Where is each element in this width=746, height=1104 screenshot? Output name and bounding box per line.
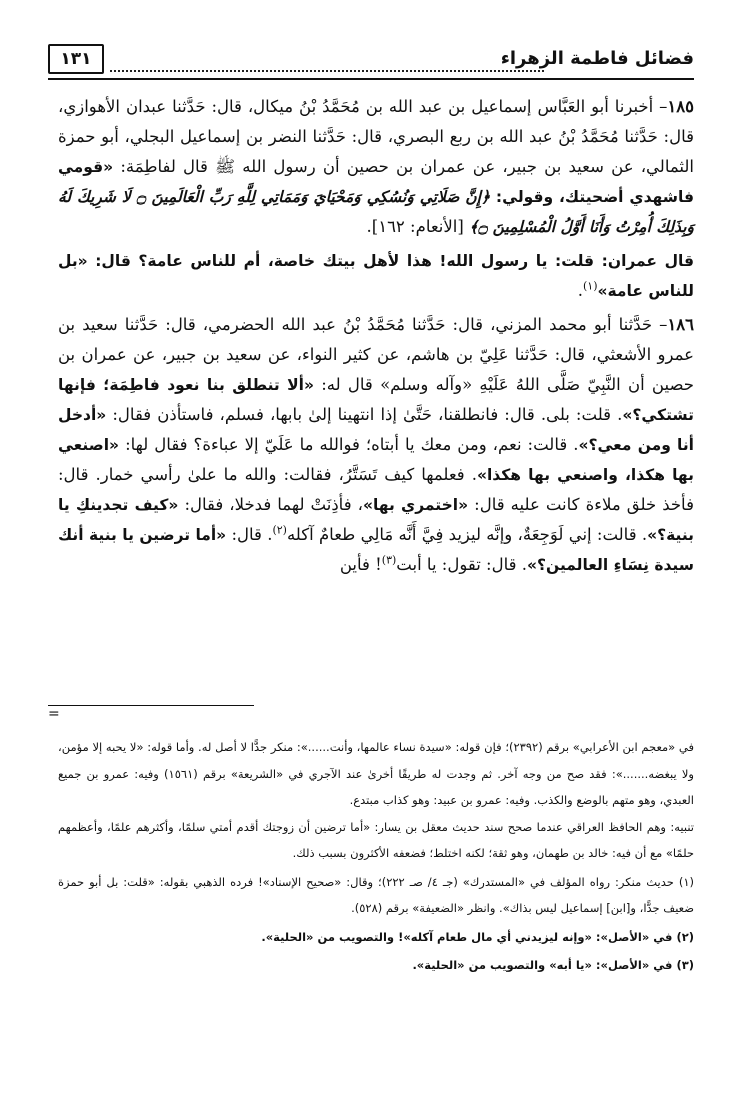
footnote-note-tanbih: تنبيه: وهم الحافظ العراقي عندما صحح سند حديث معقل بن يسار: «أما ترضين أن زوجتك أقدم أمتي سلمًا، وأكثرهم علمًا، وأعظمهم حلمًا» مع أن فيه: خالد بن طهمان، وهو ثقة؛ لكنه اختلط؛ فضعفه الأكثرون بسبب ذلك. bbox=[58, 819, 694, 860]
footnotes bbox=[58, 734, 694, 979]
footnote-3: (٣) في «الأصل»: «يا أبه» والتصويب من «الحلية». bbox=[412, 958, 694, 972]
footnote-separator bbox=[48, 705, 254, 706]
prophet-quote: «أدخل أنا ومن معي؟» bbox=[58, 406, 694, 454]
quran-citation: [الأنعام: ١٦٢]. bbox=[366, 217, 470, 236]
footnote-1: (١) حديث منكر: رواه المؤلف في «المستدرك» (جـ ٤/ صـ ٢٢٢)؛ وقال: «صحيح الإسناد»! فرده الذهبي بقوله: «قلت: بل أبو حمزة ضعيف جدًّا، و[ابن] إسماعيل ليس بذاك». وانظر «الضعيفة» برقم (٥٢٨). bbox=[58, 874, 694, 915]
hadith-number: ١٨٥ bbox=[667, 97, 694, 116]
footnote-ref-2[interactable]: (٢) bbox=[272, 523, 287, 537]
hadith-text: ! فأين bbox=[339, 555, 382, 574]
prophet-quote: «أما ترضين يا بنية أنك سيدة نِسَاءِ العالمين؟» bbox=[58, 526, 694, 574]
page-number-box: ١٣١ bbox=[48, 44, 104, 74]
hadith-text: . قلت: بلى. قال: فانطلقنا، حَتَّىٰ إذا انتهينا إلىٰ بابها، فسلم، فاستأذن فقال: bbox=[106, 405, 623, 424]
speaker-label: قال عمران: bbox=[601, 252, 694, 270]
prophet-quote: «كيف تجدينكِ يا بنية؟» bbox=[58, 496, 694, 544]
hadith-text: . قالت: إني لَوَجِعَةٌ، وإنَّه ليزيد فِيَّ أَنَّه مَالِي طعامٌ آكله bbox=[286, 525, 648, 544]
footnote-continuation-mark: = bbox=[48, 706, 60, 722]
hadith-186 bbox=[58, 310, 694, 580]
running-title: فضائل فاطمة الزهراء bbox=[500, 48, 694, 69]
hadith-text: ، فأذِنَتْ لهما فدخلا، فقال: bbox=[178, 495, 363, 514]
page-header bbox=[48, 44, 694, 84]
hadith-185 bbox=[58, 92, 694, 242]
hadith-text: – حَدَّثنا أبو محمد المزني، قال: حَدَّثنا مُحَمَّدُ بْنُ عبد الله الحضرمي، قال: حَدَّثنا سعيد بن عمرو الأشعثي، قال: حَدَّثنا عَلِيّ بن هاشم، عن كثير النواء، عن سعيد بن جبير، عن عمران بن حصين أن النَّبِيّ صَلَّى اللهُ عَلَيْهِ «وآله وسلم» قال له: bbox=[58, 315, 694, 394]
quran-verse: ﴿إِنَّ صَلَاتِي وَنُسُكِي وَمَحْيَايَ وَمَمَاتِي لِلَّهِ رَبِّ الْعَالَمِينَ ۝ لَا شَرِيكَ لَهُ وَبِذَلِكَ أُمِرْتُ وَأَنَا أَوَّلُ الْمُسْلِمِينَ ۝﴾ bbox=[58, 187, 694, 236]
main-text bbox=[58, 92, 694, 580]
prophet-quote: «اختمري بها» bbox=[362, 496, 469, 514]
prophet-quote: «ألا تنطلق بنا نعود فاطِمَة؛ فإنها تشتكي؟» bbox=[58, 376, 694, 424]
hadith-text: – أخبرنا أبو العَبَّاس إسماعيل بن عبد الله بن مُحَمَّدُ بْنُ ميكال، قال: حَدَّثنا عبدان الأهوازي، قال: حَدَّثنا مُحَمَّدُ بْنُ عبد الله بن ربع البصري، قال: حَدَّثنا النضر بن إسماعيل البجلي، أبو حمزة الثمالي، عن سعيد بن جبير، عن عمران بن حصين أن رسول الله ﷺ قال لفاطِمَة: bbox=[58, 97, 694, 176]
header-rule bbox=[48, 78, 694, 80]
hadith-number: ١٨٦ bbox=[667, 315, 694, 334]
hadith-text: . قال: تقول: يا أبت bbox=[396, 555, 527, 574]
prophet-quote: «قومي فاشهدي أضحيتك، وقولي: bbox=[58, 158, 694, 206]
footnote-2: (٢) في «الأصل»: «وإنه ليزيدني أي مال طعام آكله»! والتصويب من «الحلية». bbox=[261, 929, 694, 944]
header-dotted-leader bbox=[110, 70, 544, 72]
footnote-continuation: في «معجم ابن الأعرابي» برقم (٢٣٩٢)؛ فإن قوله: «سيدة نساء عالمها، وأنت......»: منكر جدًّا لا أصل له. وأما قوله: «لا يحبه إلا مؤمن، ولا يبغضه.......»: فقد صح من وجه آخر. ثم وجدت له طريقًا أخرىٰ عند الآجري في «الشريعة» برقم (١٥٦١) وفيه: عمرو بن جميع العبدي، وهو متهم بالوضع والكذب. وفيه: عمرو بن عبيد: وهو كذاب مبتدع. bbox=[58, 740, 695, 807]
prophet-quote: «اصنعي بها هكذا، واصنعي بها هكذا» bbox=[58, 436, 694, 484]
footnote-ref-1[interactable]: (١) bbox=[582, 279, 598, 293]
footnote-ref-3[interactable]: (٣) bbox=[381, 553, 397, 567]
hadith-text: . فعلمها كيف تَسَتَّرُ، فقالت: والله ما علىٰ رأسي خمار. قال: فأخذ خلق ملاءة كانت عليه قال: bbox=[58, 465, 694, 514]
imran-paragraph bbox=[58, 246, 694, 306]
hadith-text: . قالت: نعم، ومن معك يا أبتاه؛ فوالله ما عَلَيّ إلا عباءة؟ فقال لها: bbox=[119, 435, 579, 454]
sentence-end: . bbox=[577, 281, 583, 300]
hadith-text: . قال: bbox=[226, 525, 273, 544]
imran-text: قلت: يا رسول الله! هذا لأهل بيتك خاصة، أم للناس عامة؟ قال: «بل للناس عامة» bbox=[58, 252, 694, 300]
